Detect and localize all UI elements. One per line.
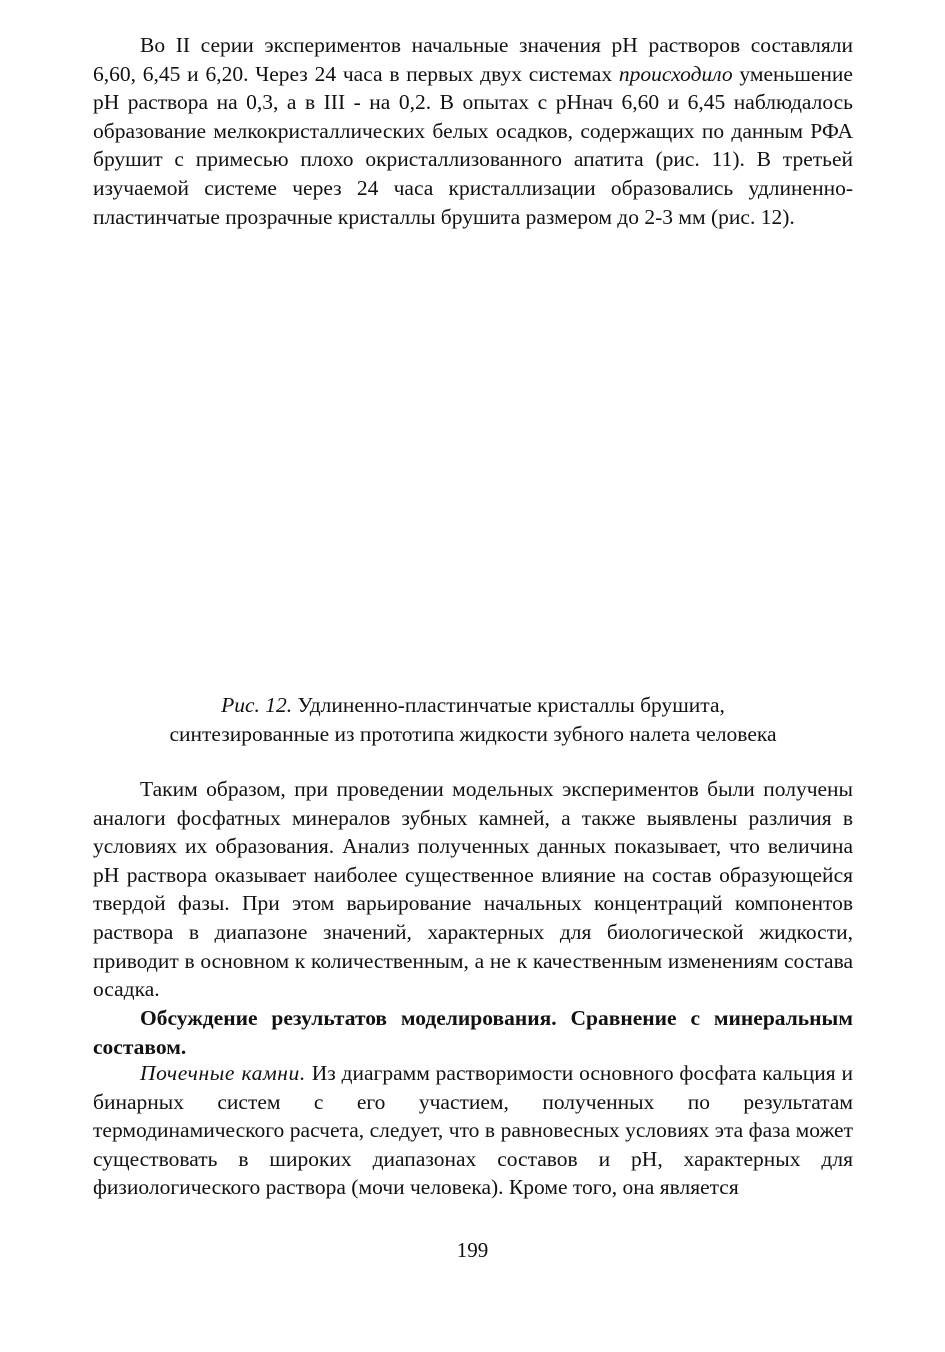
caption-line-1 — [93, 691, 853, 720]
section-heading: Обсуждение результатов моделирования. Сравнение с минеральным составом. — [93, 1006, 853, 1059]
caption-line-1-text: Удлиненно-пластинчатые кристаллы брушита, — [292, 693, 725, 717]
caption-label: Рис. 12. — [221, 693, 293, 717]
paragraph-series-two — [93, 31, 853, 231]
caption-line-2: синтезированные из прототипа жидкости зубного налета человека — [169, 721, 777, 746]
page-number: 199 — [456, 1238, 489, 1262]
paragraph-1-part1: Во II серии экспериментов начальные значения pH растворов составляли 6,60, 6,45 и 6,20. Через 24 часа в первых двух системах — [93, 33, 853, 86]
paragraph-3-text: Из диаграмм растворимости основного фосфата кальция и бинарных систем с его участием, полученных по результатам термодинамического расчета, следует, что в равновесных условиях эта фаза может существовать в широких диапазонах составов и pH, характерных для физиологического раствора (мочи человека). Кроме того, она является — [93, 1061, 853, 1200]
paragraph-kidney-stones — [93, 1059, 853, 1202]
paragraph-conclusion: Таким образом, при проведении модельных экспериментов были получены аналоги фосфатных минералов зубных камней, а также выявлены различия в условиях их образования. Анализ полученных данных показывает, что величина pH раствора оказывает наиболее существенное влияние на состав образующейся твердой фазы. При этом варьирование начальных концентраций компонентов раствора в диапазоне значений, характерных для биологической жидкости, приводит в основном к количественным, а не к качественным изменениям состава осадка. — [93, 777, 853, 1002]
paragraph-1-part2: уменьшение pH раствора на 0,3, а в III - на 0,2. В опытах с pHнач 6,60 и 6,45 наблюдалось образование мелкокристаллических белых осадков, содержащих по данным РФА брушит с примесью плохо окристаллизованного апатита (рис. 11). В третьей изучаемой системе через 24 часа кристаллизации образовались удлиненно-пластинчатые прозрачные кристаллы брушита размером до 2-3 мм (рис. 12). — [93, 61, 853, 229]
figure-caption — [93, 691, 853, 748]
paragraph-1-italic-word: происходило — [618, 61, 733, 86]
figure-12-blank-area — [93, 268, 853, 678]
paragraph-3-italic-lead: Почечные камни. — [140, 1061, 306, 1085]
